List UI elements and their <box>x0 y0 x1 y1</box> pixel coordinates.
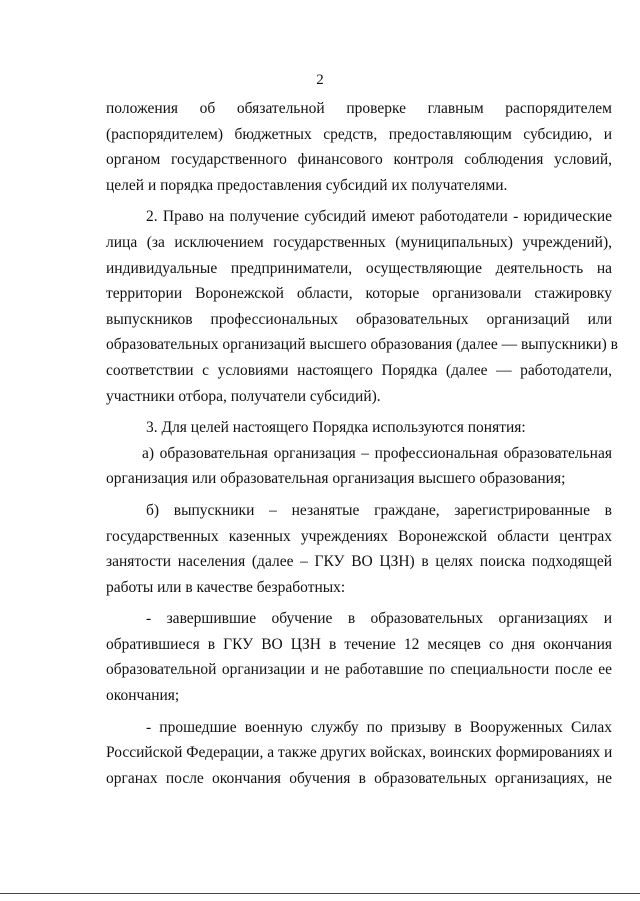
text-line: окончания; <box>106 687 180 705</box>
text-line: выпускников профессиональных образовательных организаций или <box>106 310 612 328</box>
text-line: участники отбора, получатели субсидий). <box>106 387 381 405</box>
paragraph-3-start: 3. Для целей настоящего Порядка используются понятия: <box>146 419 526 437</box>
document-body <box>106 96 618 791</box>
text-line: положения об обязательной проверке главным распорядителем <box>106 100 612 117</box>
page-number: 2 <box>316 72 324 88</box>
text-line: органом государственного финансового контроля соблюдения условий, <box>106 151 612 169</box>
text-line: соответствии с условиями настоящего Порядка (далее — работодатели, <box>106 361 612 379</box>
text-line: органах после окончания обучения в образовательных организациях, не <box>106 769 612 787</box>
item-b-start: б) выпускники – незанятые граждане, зарегистрированные в <box>146 501 612 519</box>
text-line: индивидуальные предприниматели, осуществляющие деятельность на <box>106 259 612 277</box>
text-line: работы или в качестве безработных: <box>106 578 346 596</box>
text-line: территории Воронежской области, которые организовали стажировку <box>106 285 612 303</box>
item-a-start: а) образовательная организация – профессиональная образовательная <box>142 444 612 462</box>
text-line: Российской Федерации, а также других войсках, воинских формированиях и <box>106 744 613 762</box>
text-line: образовательной организации и не работавшие по специальности после ее <box>106 661 612 679</box>
scan-bottom-edge <box>0 893 640 894</box>
text-line: лица (за исключением государственных (муниципальных) учреждений), <box>106 233 612 251</box>
paragraph-2-start: 2. Право на получение субсидий имеют работодатели - юридические <box>146 208 612 226</box>
dash-item-2-start: - прошедшие военную службу по призыву в Вооруженных Силах <box>146 718 612 736</box>
text-line: (распорядителем) бюджетных средств, предоставляющим субсидию, и <box>106 125 612 143</box>
text-line: государственных казенных учреждениях Воронежской области центрах <box>106 527 612 545</box>
text-line: занятости населения (далее – ГКУ ВО ЦЗН) в целях поиска подходящей <box>106 553 612 571</box>
text-line: целей и порядка предоставления субсидий их получателями. <box>106 176 508 194</box>
text-line: обратившиеся в ГКУ ВО ЦЗН в течение 12 месяцев со дня окончания <box>106 635 612 653</box>
dash-item-1-start: - завершившие обучение в образовательных организациях и <box>146 610 612 628</box>
text-line: организация или образовательная организация высшего образования; <box>106 470 566 488</box>
text-line: образовательных организаций высшего образования (далее — выпускники) в <box>106 336 618 354</box>
